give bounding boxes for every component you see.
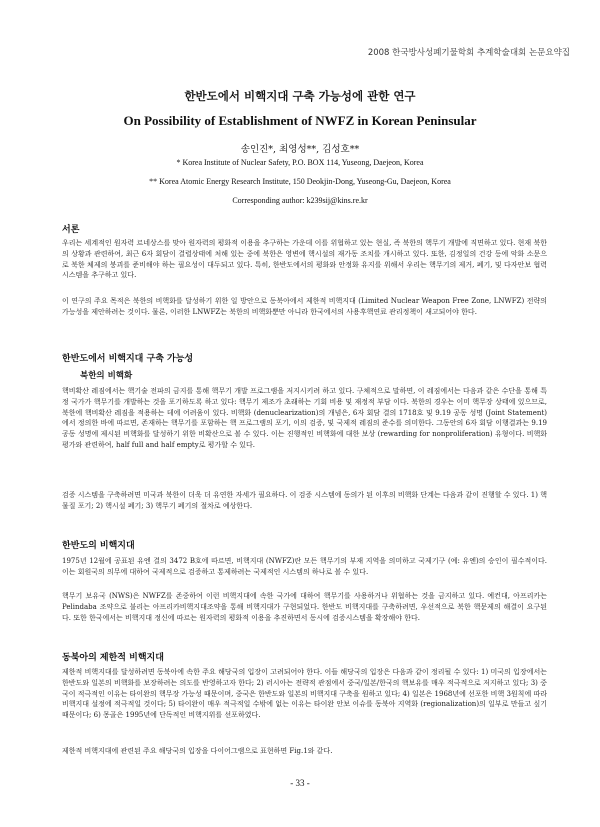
corresponding-author: Corresponding author: k239sij@kins.re.kr: [232, 196, 368, 205]
peninsula-paragraph-2: 핵무기 보유국 (NWS)은 NWFZ를 존중하여 이런 비핵지대에 속한 국가에 대하여 핵무기를 사용하거나 위협하는 것을 금지하고 있다. 예컨대, 아프리카는 Pelindaba 조약으로 불리는 아프리카비핵지대조약을 통해 비핵지대가 구현되었다. 한반도 비핵지대를 구축하려면, 우선적으로 북한 핵문제의 해결이 요구된다. 또한 한국에서는 비핵지대 정신에 따르는 원자력의 평화적 이용을 추진하면서 동시에 검증시스템을 확장해야 한다.: [62, 592, 547, 622]
peninsula-paragraph-1: 1975년 12월에 공표된 유엔 결의 3472 B호에 따르면, 비핵지대 (NWFZ)란 모든 핵무기의 부재 지역을 의미하고 국제기구 (예: 유엔)의 승인이 필수적이다. 이는 회원국의 의무에 대하여 국제적으로 검증하고 통제하려는 국제적인 시스템의 하나로 볼 수 있다.: [62, 557, 547, 576]
author-list: 송인진*, 최영성**, 김성호**: [240, 144, 360, 155]
paper-title-english: On Possibility of Establishment of NWFZ in Korean Peninsular: [123, 113, 477, 128]
page-number: - 33 -: [290, 778, 310, 788]
running-head: 2008 한국방사성폐기물학회 추계학술대회 논문요약집: [367, 48, 570, 58]
section-heading-intro: 서론: [62, 225, 80, 235]
subsection-heading-north-korea: 북한의 비핵화: [80, 371, 133, 381]
paper-title-korean: 한반도에서 비핵지대 구축 가능성에 관한 연구: [184, 89, 416, 103]
intro-paragraph-1: 우리는 세계적인 원자력 르네상스를 맞아 원자력의 평화적 이용을 추구하는 가운데 이를 위협하고 있는 현실, 즉 북한의 핵무기 개발에 직면하고 있다. 현재 북한의 상황과 관련하여, 최근 6자 회담이 결렬상태에 처해 있는 중에 북한은 영변에 핵시설의 재가동 조치를 개시하고 있다. 또한, 김정일의 건강 등에 악화 소문으로 북한 체제의 붕괴를 준비해야 하는 필요성이 대두되고 있다. 특히, 한반도에서의 평화와 안정화 유지를 위해서 우리는 핵무기의 제거, 폐기, 및 다자안보 협력 시스템을 추구하고 있다.: [62, 239, 547, 280]
affiliation-kaeri: ** Korea Atomic Energy Research Institute, 150 Deokjin-Dong, Yuseong-Gu, Daejeon, Korea: [149, 177, 451, 186]
intro-paragraph-2: 이 연구의 주요 목적은 북한의 비핵화를 달성하기 위한 일 방안으로 동북아에서 제한적 비핵지대 (Limited Nuclear Weapon Free Zone, LNWFZ) 전략의 가능성을 제안하려는 것이다. 물론, 이러한 LNWFZ는 북한의 비핵화뿐만 아니라 한국에서의 사용후핵연료 관리정책이 새고되어야 한다.: [62, 297, 547, 316]
feasibility-paragraph-2: 검증 시스템을 구축하려면 미국과 북한이 더욱 더 유연한 자세가 필요하다. 이 검증 시스템에 동의가 된 이후의 비핵화 단계는 다음과 같이 진행할 수 있다. 1) 핵 물질 포기; 2) 핵시설 폐기; 3) 핵무기 폐기의 절차로 예상한다.: [62, 491, 547, 510]
northeast-paragraph-1: 제한적 비핵지대를 달성하려면 동북아에 속한 주요 해당국의 입장이 고려되어야 한다. 이들 해당국의 입장은 다음과 같이 정리될 수 있다: 1) 미국의 입장에서는 한반도와 일본의 비핵화를 보장하려는 의도를 반영하고자 한다; 2) 러시아는 전략적 관점에서 중국/일본/한국의 핵보유를 매우 적극적으로 저지하고 있다; 3) 중국이 적극적인 이유는 타이완의 핵무장 가능성 때문이며, 중국은 한반도와 일본의 비핵지대 구축을 원하고 있다; 4) 일본은 1968년에 선포한 비핵 3원칙에 따라 비핵지대 설정에 적극적일 것이다; 5) 타이완이 매우 적극적일 수밖에 없는 이유는 타이완 안보 이슈를 동북아 지역화 (regionalization)의 일부로 만들고 싶기 때문이다; 6) 몽골은 1995년에 단독적인 비핵지위를 선포하였다.: [62, 668, 547, 720]
feasibility-paragraph-1: 핵비확산 레짐에서는 핵기술 전파의 금지를 통해 핵무기 개발 프로그램을 저지시키려 하고 있다. 구체적으로 말하면, 이 레짐에서는 다음과 같은 수단을 통해 특정 국가가 핵무기를 개발하는 것을 포기하도록 하고 있다: 핵무기 제조가 초래하는 기회 비용 및 재정적 부담 이다. 북한의 경우는 이미 핵무장 상태에 있으므로, 북한에 핵비확산 레짐을 적용하는 데에 어려움이 있다. 비핵화 (denuclearization)의 개념은, 6자 회담 결의 1718호 및 9.19 공동 성명 (Joint Statement)에서 정의한 바에 따르면, 존재하는 핵무기를 포함하는 핵 프로그램의 포기, 이의 검증, 및 국제적 레짐의 준수를 의미한다. 그동안의 6자 회담 이행결과는 9.19 공동 성명에 제시된 비핵화를 달성하기 위한 비확산으로 볼 수 있다. 이는 진행적인 비핵화에 대한 보상 (rewarding for nonproliferation) 유형이다. 비핵화 평가와 관련하여, half full and half empty로 평가할 수 있다.: [62, 387, 547, 449]
section-heading-peninsula-nwfz: 한반도의 비핵지대: [62, 541, 135, 551]
section-heading-northeast-asia: 동북아의 제한적 비핵지대: [62, 653, 164, 663]
section-heading-feasibility: 한반도에서 비핵지대 구축 가능성: [62, 354, 194, 364]
affiliation-kins: * Korea Institute of Nuclear Safety, P.O. BOX 114, Yuseong, Daejeon, Korea: [176, 158, 424, 167]
northeast-paragraph-2: 제한적 비핵지대에 관련된 주요 해당국의 입장을 다이어그램으로 표현하면 Fig.1와 같다.: [62, 747, 333, 755]
